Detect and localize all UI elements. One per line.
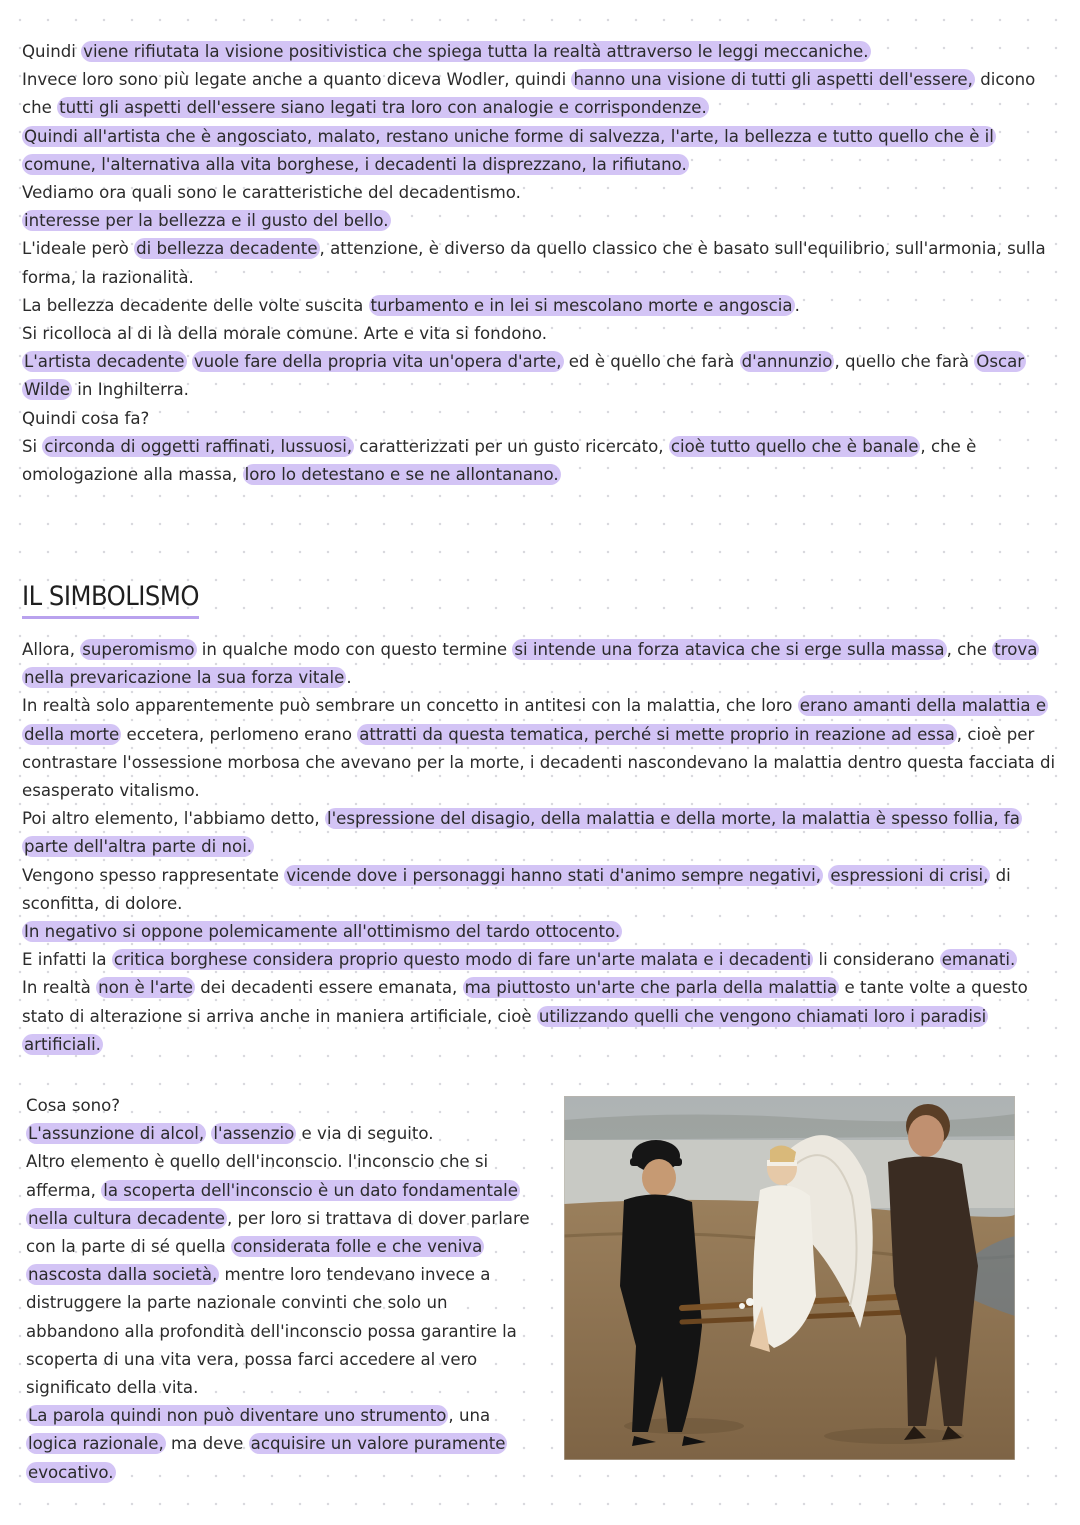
highlighted-text: Quindi all'artista che è angosciato, malato, restano uniche forme di salvezza, l'arte, la bellezza e tutto quello che è il comune, l'alternativa alla vita borghese, i decadenti la disprezzano, la rifiutano. bbox=[24, 126, 994, 174]
text-segment: Altro elemento è quello dell'inconscio. l'inconscio che si afferma, bbox=[26, 1152, 489, 1200]
highlighted-text: turbamento e in lei si mescolano morte e angoscia bbox=[370, 295, 793, 315]
text-segment: . bbox=[346, 668, 352, 688]
highlighted-text: logica razionale, bbox=[28, 1434, 164, 1454]
highlighted-text: vicende dove i personaggi hanno stati d'animo sempre negativi, bbox=[286, 865, 822, 885]
highlighted-text: d'annunzio bbox=[741, 352, 833, 372]
paragraph bbox=[22, 207, 1058, 235]
paragraph bbox=[22, 692, 1058, 805]
text-segment: ma deve bbox=[165, 1434, 249, 1454]
notes-section-decadentismo bbox=[22, 38, 1058, 489]
notes-section-inconscio bbox=[26, 1092, 546, 1487]
paragraph bbox=[22, 235, 1058, 291]
notes-section-simbolismo bbox=[22, 636, 1058, 1059]
highlighted-text: tutti gli aspetti dell'essere siano legati tra loro con analogie e corrispondenze. bbox=[59, 98, 707, 118]
text-segment: . bbox=[794, 295, 800, 315]
text-segment: e tante volte a questo stato di alterazione si arriva anche in maniera artificiale, cioè bbox=[22, 978, 1028, 1026]
painting-image bbox=[564, 1096, 1015, 1460]
text-segment: , che è omologazione alla massa, bbox=[22, 436, 977, 485]
text-segment: , per loro si trattava di dover parlare con la parte di sé quella bbox=[26, 1208, 530, 1257]
text-segment: , attenzione, è diverso da quello classico che è basato sull'equilibrio, sull'armonia, sulla forma, la razionalità. bbox=[22, 239, 1046, 287]
highlighted-text: viene rifiutata la visione positivistica che spiega tutta la realtà attraverso le leggi meccaniche. bbox=[83, 42, 869, 61]
highlighted-text: interesse per la bellezza e il gusto del bello. bbox=[24, 211, 389, 231]
text-segment: La bellezza decadente delle volte suscita bbox=[22, 295, 369, 315]
paragraph bbox=[26, 1402, 546, 1487]
text-segment: Si ricolloca al di là della morale comune. Arte e vita si fondono. bbox=[22, 324, 548, 344]
text-segment: mentre loro tendevano invece a distruggere la parte nazionale convinti che solo un abbandono alla profondità dell'inconscio possa garantire la scoperta di una vita vera, possa farci accedere al vero significato della vita. bbox=[26, 1265, 517, 1398]
paragraph bbox=[26, 1148, 546, 1402]
text-segment: , che bbox=[946, 640, 993, 659]
text-segment: caratterizzati per un gusto ricercato, bbox=[354, 436, 669, 456]
paragraph bbox=[22, 636, 1058, 692]
highlighted-text: trova nella prevaricazione la sua forza vitale bbox=[24, 640, 1038, 688]
paragraph bbox=[22, 405, 1058, 433]
text-segment: Poi altro elemento, l'abbiamo detto, bbox=[22, 809, 325, 829]
text-segment: , cioè per contrastare l'ossessione morbosa che avevano per la morte, i decadenti nascondevano la malattia dentro questa facciata di esasperato vitalismo. bbox=[22, 724, 1056, 801]
paragraph bbox=[22, 292, 1058, 320]
highlighted-text: hanno una visione di tutti gli aspetti dell'essere, bbox=[573, 70, 973, 90]
text-segment: e via di seguito. bbox=[296, 1124, 434, 1144]
highlighted-text: espressioni di crisi, bbox=[830, 865, 989, 885]
highlighted-text: La parola quindi non può diventare uno strumento bbox=[28, 1406, 447, 1426]
text-segment: In realtà bbox=[22, 978, 97, 998]
highlighted-text: In negativo si oppone polemicamente all'ottimismo del tardo ottocento. bbox=[24, 922, 621, 942]
highlighted-text: emanati. bbox=[941, 950, 1016, 970]
highlighted-text: critica borghese considera proprio questo modo di fare un'arte malata e i decadenti bbox=[113, 950, 812, 970]
text-segment: in qualche modo con questo termine bbox=[196, 640, 513, 659]
highlighted-text: cioè tutto quello che è banale bbox=[670, 436, 919, 456]
text-segment: di sconfitta, di dolore. bbox=[22, 865, 1011, 913]
highlighted-text: non è l'arte bbox=[98, 978, 193, 998]
highlighted-text: Oscar Wilde bbox=[24, 352, 1025, 400]
text-segment: Si bbox=[22, 436, 43, 456]
paragraph bbox=[26, 1092, 546, 1120]
text-segment: Cosa sono? bbox=[26, 1096, 121, 1115]
highlighted-text: utilizzando quelli che vengono chiamati loro i paradisi artificiali. bbox=[24, 1006, 987, 1054]
text-segment: Allora, bbox=[22, 640, 81, 659]
text-segment: dei decadenti essere emanata, bbox=[194, 978, 463, 998]
text-segment: Invece loro sono più legate anche a quanto diceva Wodler, quindi bbox=[22, 70, 572, 90]
paragraph bbox=[22, 974, 1058, 1059]
paragraph bbox=[22, 918, 1058, 946]
highlighted-text: circonda di oggetti raffinati, lussuosi, bbox=[44, 436, 353, 456]
highlighted-text: di bellezza decadente bbox=[136, 239, 318, 259]
text-segment: dicono che bbox=[22, 70, 1036, 118]
text-segment: E infatti la bbox=[22, 950, 112, 970]
paragraph bbox=[22, 805, 1058, 861]
text-segment: Vediamo ora quali sono le caratteristiche del decadentismo. bbox=[22, 183, 521, 203]
text-segment: li considerano bbox=[813, 950, 940, 970]
highlighted-text: vuole fare della propria vita un'opera d'arte, bbox=[193, 352, 562, 372]
text-segment: Quindi bbox=[22, 42, 82, 61]
text-segment: , quello che farà bbox=[834, 352, 975, 372]
highlighted-text: si intende una forza atavica che si erge sulla massa bbox=[514, 640, 945, 659]
text-segment: Quindi cosa fa? bbox=[22, 408, 150, 428]
highlighted-text: loro lo detestano e se ne allontanano. bbox=[244, 465, 559, 485]
highlighted-text: considerata folle e che veniva nascosta dalla società, bbox=[28, 1237, 483, 1285]
paragraph bbox=[22, 348, 1058, 404]
section-heading: IL SIMBOLISMO bbox=[22, 580, 199, 619]
highlighted-text: la scoperta dell'inconscio è un dato fondamentale nella cultura decadente bbox=[28, 1180, 518, 1228]
paragraph bbox=[22, 862, 1058, 918]
text-segment: In realtà solo apparentemente può sembrare un concetto in antitesi con la malattia, che loro bbox=[22, 696, 798, 716]
text-segment: L'ideale però bbox=[22, 239, 135, 259]
paragraph bbox=[22, 38, 1058, 66]
highlighted-text: ma piuttosto un'arte che parla della malattia bbox=[464, 978, 838, 998]
paragraph bbox=[22, 433, 1058, 489]
paragraph bbox=[22, 320, 1058, 348]
text-segment: Vengono spesso rappresentate bbox=[22, 865, 285, 885]
highlighted-text: attratti da questa tematica, perché si mette proprio in reazione ad essa bbox=[359, 724, 955, 744]
text-segment: , una bbox=[448, 1406, 491, 1426]
paragraph bbox=[22, 179, 1058, 207]
paragraph bbox=[22, 123, 1058, 179]
highlighted-text: l'espressione del disagio, della malattia e della morte, la malattia è spesso follia, fa parte dell'altra parte di noi. bbox=[24, 809, 1020, 857]
highlighted-text: L'artista decadente bbox=[24, 352, 185, 372]
highlighted-text: L'assunzione di alcol, bbox=[28, 1124, 205, 1144]
paragraph bbox=[22, 66, 1058, 122]
text-segment: eccetera, perlomeno erano bbox=[121, 724, 358, 744]
text-segment: ed è quello che farà bbox=[563, 352, 740, 372]
highlighted-text: l'assenzio bbox=[213, 1124, 295, 1144]
highlighted-text: erano amanti della malattia e della morte bbox=[24, 696, 1047, 744]
paragraph bbox=[26, 1120, 546, 1148]
highlighted-text: superomismo bbox=[82, 640, 195, 659]
paragraph bbox=[22, 946, 1058, 974]
highlighted-text: acquisire un valore puramente evocativo. bbox=[28, 1434, 506, 1482]
text-segment: in Inghilterra. bbox=[72, 380, 189, 400]
